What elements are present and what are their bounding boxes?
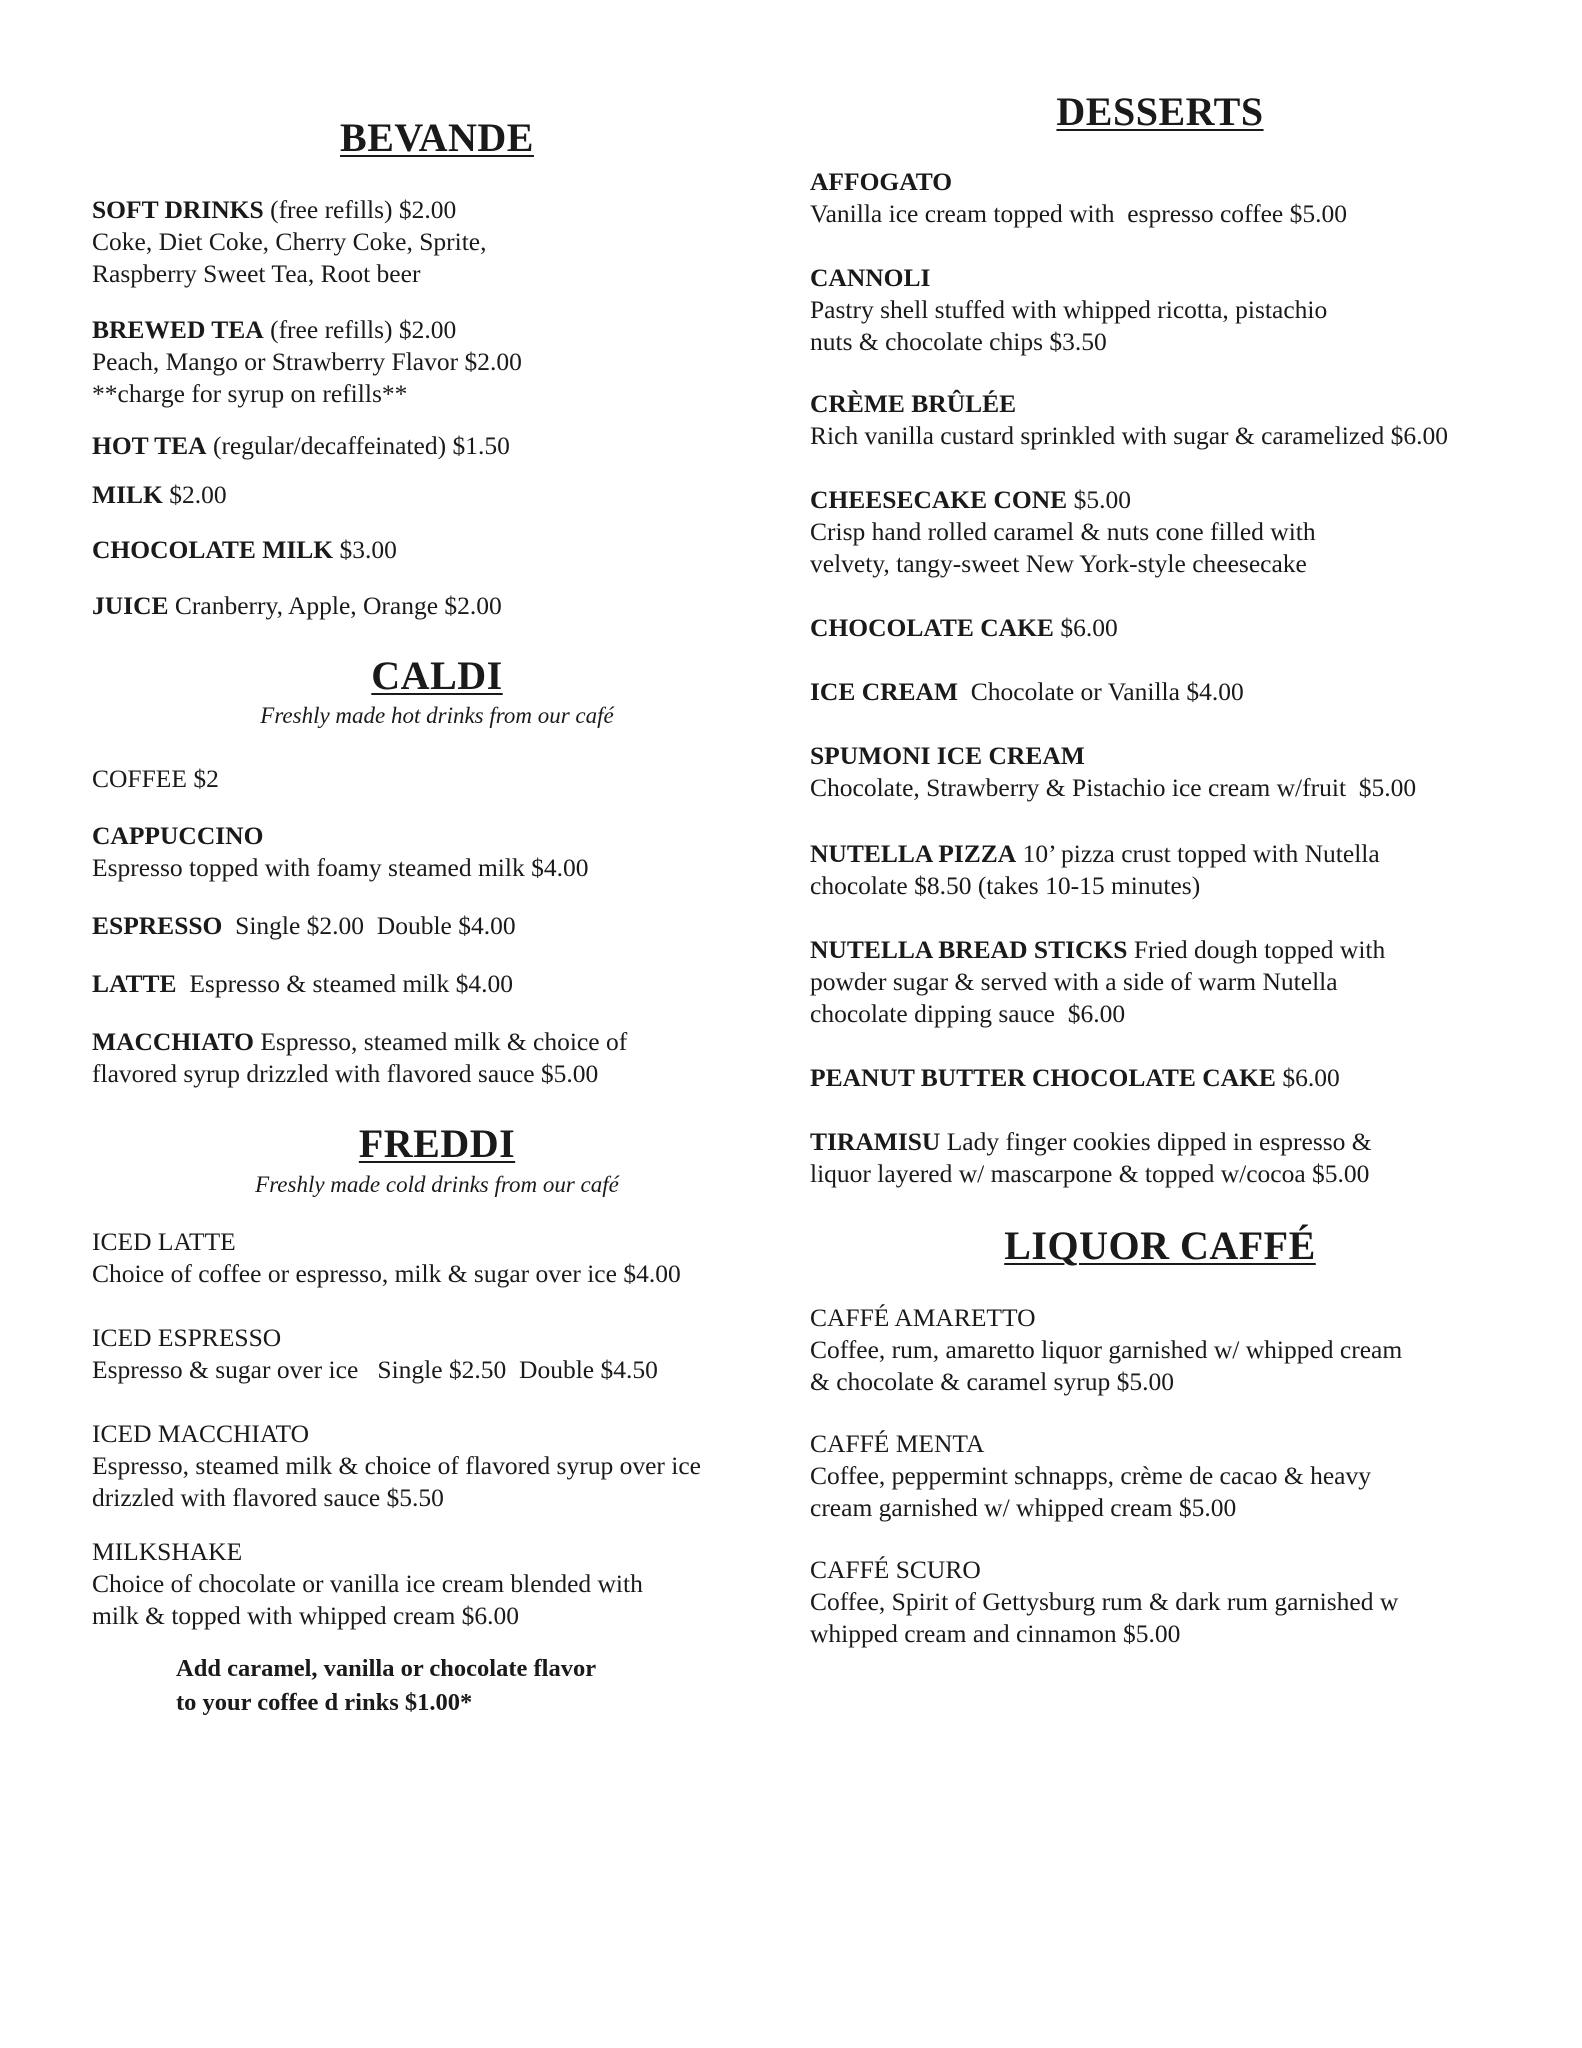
- item-inline: (free refills) $2.00: [263, 315, 457, 344]
- menu-item-espresso: [92, 910, 782, 942]
- item-name: ICE CREAM: [810, 677, 959, 706]
- menu-item-coffee: [92, 763, 782, 795]
- item-inline: Espresso, steamed milk & choice of: [253, 1027, 628, 1056]
- item-name: ESPRESSO: [92, 911, 223, 940]
- item-desc: & chocolate & caramel syrup $5.00: [810, 1367, 1174, 1396]
- item-inline: Espresso & steamed milk $4.00: [176, 969, 513, 998]
- item-desc: chocolate $8.50 (takes 10-15 minutes): [810, 871, 1201, 900]
- item-desc: Raspberry Sweet Tea, Root beer: [92, 259, 421, 288]
- menu-item-brewed-tea: [92, 314, 782, 410]
- item-desc: flavored syrup drizzled with flavored sauce $5.00: [92, 1059, 599, 1088]
- item-desc: Espresso topped with foamy steamed milk $4.00: [92, 853, 589, 882]
- item-name: MILKSHAKE: [92, 1537, 243, 1566]
- note-line: to your coffee d rinks $1.00*: [176, 1689, 473, 1716]
- item-inline: Chocolate or Vanilla $4.00: [958, 677, 1244, 706]
- item-inline: 10’ pizza crust topped with Nutella: [1016, 839, 1380, 868]
- item-name: CRÈME BRÛLÉE: [810, 389, 1017, 418]
- item-desc: **charge for syrup on refills**: [92, 379, 408, 408]
- item-desc: Choice of coffee or espresso, milk & sugar over ice $4.00: [92, 1259, 681, 1288]
- menu-item-milkshake: [92, 1536, 782, 1632]
- menu-item-caffe-menta: [810, 1428, 1510, 1524]
- item-desc: Coke, Diet Coke, Cherry Coke, Sprite,: [92, 227, 487, 256]
- item-desc: whipped cream and cinnamon $5.00: [810, 1619, 1181, 1648]
- item-desc: Vanilla ice cream topped with espresso coffee $5.00: [810, 199, 1347, 228]
- item-inline: $6.00: [1275, 1063, 1340, 1092]
- menu-item-cappuccino: [92, 820, 782, 884]
- item-inline: $5.00: [1067, 485, 1131, 514]
- item-desc: velvety, tangy-sweet New York-style cheesecake: [810, 549, 1307, 578]
- item-desc: Choice of chocolate or vanilla ice cream blended with: [92, 1569, 643, 1598]
- item-inline: (free refills) $2.00: [263, 195, 457, 224]
- item-name: CHOCOLATE MILK: [92, 535, 334, 564]
- menu-item-soft-drinks: [92, 194, 782, 290]
- item-inline: $6.00: [1053, 613, 1118, 642]
- item-name: AFFOGATO: [810, 167, 953, 196]
- menu-item-ice-cream: [810, 676, 1510, 708]
- item-desc: Peach, Mango or Strawberry Flavor $2.00: [92, 347, 522, 376]
- menu-item-milk: [92, 479, 782, 511]
- freddi-subtitle: Freshly made cold drinks from our café: [255, 1172, 619, 1197]
- item-name: CAPPUCCINO: [92, 821, 264, 850]
- menu-item-cheesecake-cone: [810, 484, 1510, 580]
- menu-item-iced-macchiato: [92, 1418, 782, 1514]
- item-inline: $2.00: [162, 480, 227, 509]
- item-name: SPUMONI ICE CREAM: [810, 741, 1085, 770]
- menu-item-tiramisu: [810, 1126, 1510, 1190]
- item-name: TIRAMISU: [810, 1127, 941, 1156]
- item-name: HOT TEA: [92, 431, 207, 460]
- menu-item-macchiato: [92, 1026, 782, 1090]
- item-name: ICED LATTE: [92, 1227, 236, 1256]
- item-desc: chocolate dipping sauce $6.00: [810, 999, 1126, 1028]
- item-desc: Rich vanilla custard sprinkled with sugar & caramelized $6.00: [810, 421, 1449, 450]
- flavor-addon-note: [176, 1652, 736, 1720]
- item-desc: Crisp hand rolled caramel & nuts cone filled with: [810, 517, 1316, 546]
- menu-item-caffe-scuro: [810, 1554, 1510, 1650]
- menu-item-iced-espresso: [92, 1322, 782, 1386]
- bevande-title: BEVANDE: [340, 115, 534, 160]
- item-desc: Espresso & sugar over ice Single $2.50 Double $4.50: [92, 1355, 658, 1384]
- item-inline: Single $2.00 Double $4.00: [222, 911, 516, 940]
- item-desc: Espresso, steamed milk & choice of flavored syrup over ice: [92, 1451, 701, 1480]
- menu-item-nutella-bread-sticks: [810, 934, 1510, 1030]
- menu-item-nutella-pizza: [810, 838, 1510, 902]
- item-name: CHEESECAKE CONE: [810, 485, 1068, 514]
- item-inline: $3.00: [333, 535, 397, 564]
- item-desc: Pastry shell stuffed with whipped ricotta, pistachio: [810, 295, 1328, 324]
- item-name: SOFT DRINKS: [92, 195, 264, 224]
- item-name: JUICE: [92, 591, 169, 620]
- item-name: COFFEE $2: [92, 764, 219, 793]
- item-inline: Lady finger cookies dipped in espresso &: [940, 1127, 1372, 1156]
- item-desc: Coffee, rum, amaretto liquor garnished w/ whipped cream: [810, 1335, 1403, 1364]
- item-name: LATTE: [92, 969, 177, 998]
- item-desc: powder sugar & served with a side of warm Nutella: [810, 967, 1338, 996]
- item-name: MACCHIATO: [92, 1027, 254, 1056]
- item-desc: nuts & chocolate chips $3.50: [810, 327, 1107, 356]
- note-line: Add caramel, vanilla or chocolate flavor: [176, 1655, 597, 1682]
- caldi-subtitle: Freshly made hot drinks from our café: [260, 703, 614, 728]
- menu-item-pb-chocolate-cake: [810, 1062, 1510, 1094]
- menu-item-creme-brulee: [810, 388, 1510, 452]
- menu-item-spumoni: [810, 740, 1510, 804]
- caldi-title: CALDI: [371, 653, 503, 698]
- desserts-title: DESSERTS: [1056, 89, 1264, 134]
- menu-item-juice: [92, 590, 782, 622]
- menu-item-cannoli: [810, 262, 1510, 358]
- item-inline: Fried dough topped with: [1127, 935, 1386, 964]
- menu-item-chocolate-cake: [810, 612, 1510, 644]
- item-desc: drizzled with flavored sauce $5.50: [92, 1483, 444, 1512]
- menu-item-iced-latte: [92, 1226, 782, 1290]
- item-desc: Coffee, Spirit of Gettysburg rum & dark rum garnished w: [810, 1587, 1399, 1616]
- item-desc: milk & topped with whipped cream $6.00: [92, 1601, 520, 1630]
- freddi-title: FREDDI: [358, 1121, 516, 1166]
- item-name: BREWED TEA: [92, 315, 264, 344]
- item-name: NUTELLA PIZZA: [810, 839, 1017, 868]
- item-desc: liquor layered w/ mascarpone & topped w/cocoa $5.00: [810, 1159, 1370, 1188]
- item-inline: Cranberry, Apple, Orange $2.00: [168, 591, 502, 620]
- item-name: CHOCOLATE CAKE: [810, 613, 1054, 642]
- menu-item-caffe-amaretto: [810, 1302, 1510, 1398]
- item-desc: cream garnished w/ whipped cream $5.00: [810, 1493, 1237, 1522]
- item-desc: Coffee, peppermint schnapps, crème de cacao & heavy: [810, 1461, 1371, 1490]
- item-name: CAFFÉ MENTA: [810, 1429, 985, 1458]
- menu-item-chocolate-milk: [92, 534, 782, 566]
- item-name: PEANUT BUTTER CHOCOLATE CAKE: [810, 1063, 1276, 1092]
- item-name: CAFFÉ SCURO: [810, 1555, 981, 1584]
- item-name: CAFFÉ AMARETTO: [810, 1303, 1036, 1332]
- item-name: ICED MACCHIATO: [92, 1419, 309, 1448]
- item-name: NUTELLA BREAD STICKS: [810, 935, 1128, 964]
- item-name: ICED ESPRESSO: [92, 1323, 282, 1352]
- menu-item-latte: [92, 968, 782, 1000]
- item-name: CANNOLI: [810, 263, 931, 292]
- item-name: MILK: [92, 480, 163, 509]
- liquor-caffe-title: LIQUOR CAFFÉ: [1004, 1223, 1316, 1268]
- item-desc: Chocolate, Strawberry & Pistachio ice cream w/fruit $5.00: [810, 773, 1417, 802]
- item-inline: (regular/decaffeinated) $1.50: [206, 431, 510, 460]
- menu-item-affogato: [810, 166, 1510, 230]
- menu-item-hot-tea: [92, 430, 782, 462]
